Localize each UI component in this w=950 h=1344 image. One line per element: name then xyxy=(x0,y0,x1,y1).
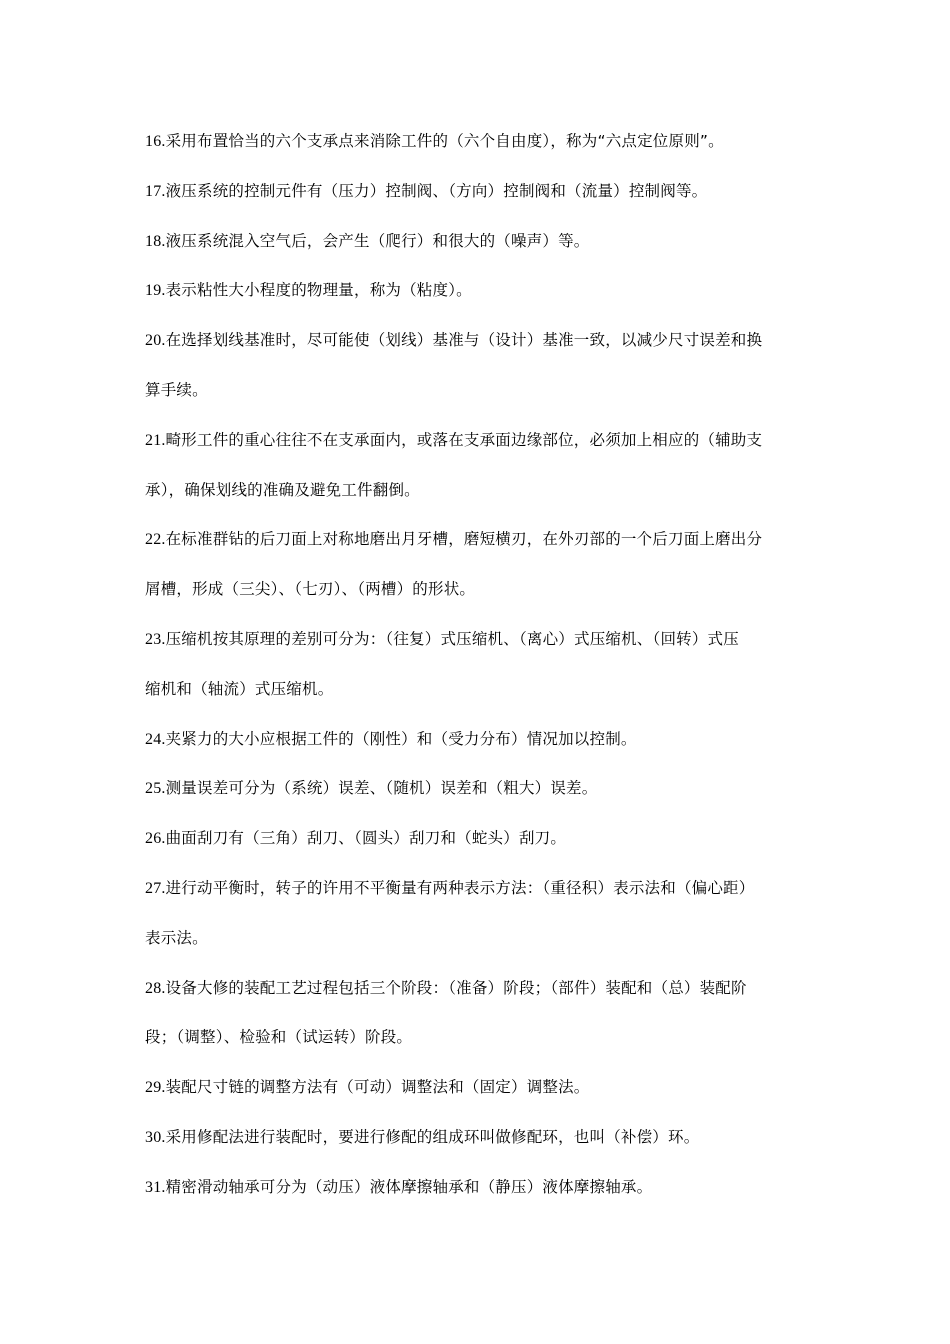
text-line xyxy=(145,774,810,824)
item-number: 22. xyxy=(145,531,166,549)
line-text: 段；（调整）、检验和（试运转）阶段。 xyxy=(145,1028,413,1047)
text-line xyxy=(145,874,810,924)
text-line xyxy=(145,177,810,227)
text-line xyxy=(145,376,810,426)
line-text: 承），确保划线的准确及避免工件翻倒。 xyxy=(145,480,420,499)
line-text: 表示法。 xyxy=(145,928,208,947)
text-line xyxy=(145,276,810,326)
item-number: 20. xyxy=(145,332,166,350)
line-text: 在选择划线基准时，尽可能使（划线）基准与（设计）基准一致，以减少尺寸误差和换 xyxy=(165,331,763,350)
line-text: 采用布置恰当的六个支承点来消除工件的（六个自由度），称为“六点定位原则”。 xyxy=(165,132,724,150)
line-text: 精密滑动轴承可分为（动压）液体摩擦轴承和（静压）液体摩擦轴承。 xyxy=(165,1177,653,1196)
line-text: 夹紧力的大小应根据工件的（刚性）和（受力分布）情况加以控制。 xyxy=(165,729,637,748)
line-text: 装配尺寸链的调整方法有（可动）调整法和（固定）调整法。 xyxy=(165,1078,590,1097)
item-number: 21. xyxy=(145,431,166,449)
line-text: 表示粘性大小程度的物理量，称为（粘度）。 xyxy=(165,281,472,300)
line-text: 设备大修的装配工艺过程包括三个阶段：（准备）阶段；（部件）装配和（总）装配阶 xyxy=(165,978,747,997)
item-number: 25. xyxy=(145,780,166,798)
text-line xyxy=(145,227,810,277)
line-text: 缩机和（轴流）式压缩机。 xyxy=(145,679,334,698)
item-number: 18. xyxy=(145,232,166,250)
text-line xyxy=(145,1123,810,1173)
item-number: 29. xyxy=(145,1079,166,1097)
line-text: 曲面刮刀有（三角）刮刀、（圆头）刮刀和（蛇头）刮刀。 xyxy=(165,829,567,848)
line-text: 畸形工件的重心往往不在支承面内，或落在支承面边缘部位，必须加上相应的（辅助支 xyxy=(165,430,763,449)
text-line xyxy=(145,625,810,675)
text-line xyxy=(145,525,810,575)
line-text: 算手续。 xyxy=(145,380,208,399)
text-line xyxy=(145,1023,810,1073)
text-line xyxy=(145,127,810,177)
line-text: 屑槽，形成（三尖）、（七刃）、（两槽）的形状。 xyxy=(145,580,476,599)
line-text: 进行动平衡时，转子的许用不平衡量有两种表示方法：（重径积）表示法和（偏心距） xyxy=(165,878,755,897)
text-line xyxy=(145,575,810,625)
line-text: 在标准群钻的后刀面上对称地磨出月牙槽，磨短横刃，在外刃部的一个后刀面上磨出分 xyxy=(165,530,763,549)
text-line xyxy=(145,1173,810,1223)
text-line xyxy=(145,426,810,476)
text-line xyxy=(145,725,810,775)
item-number: 28. xyxy=(145,979,166,997)
item-number: 30. xyxy=(145,1128,166,1146)
text-line xyxy=(145,974,810,1024)
line-text: 压缩机按其原理的差别可分为：（往复）式压缩机、（离心）式压缩机、（回转）式压 xyxy=(165,629,739,648)
item-number: 23. xyxy=(145,630,166,648)
text-line xyxy=(145,675,810,725)
item-number: 19. xyxy=(145,282,166,300)
item-number: 24. xyxy=(145,730,166,748)
item-number: 27. xyxy=(145,879,166,897)
item-number: 16. xyxy=(145,133,166,150)
line-text: 液压系统的控制元件有（压力）控制阀、（方向）控制阀和（流量）控制阀等。 xyxy=(165,181,708,200)
text-line xyxy=(145,924,810,974)
line-text: 采用修配法进行装配时，要进行修配的组成环叫做修配环，也叫（补偿）环。 xyxy=(165,1127,700,1146)
line-text: 液压系统混入空气后，会产生（爬行）和很大的（噪声）等。 xyxy=(165,231,590,250)
line-text: 测量误差可分为（系统）误差、（随机）误差和（粗大）误差。 xyxy=(165,779,598,798)
document-body xyxy=(145,127,810,1223)
text-line xyxy=(145,824,810,874)
item-number: 17. xyxy=(145,182,166,200)
item-number: 26. xyxy=(145,830,166,848)
text-line xyxy=(145,476,810,526)
text-line xyxy=(145,326,810,376)
text-line xyxy=(145,1073,810,1123)
item-number: 31. xyxy=(145,1178,166,1196)
